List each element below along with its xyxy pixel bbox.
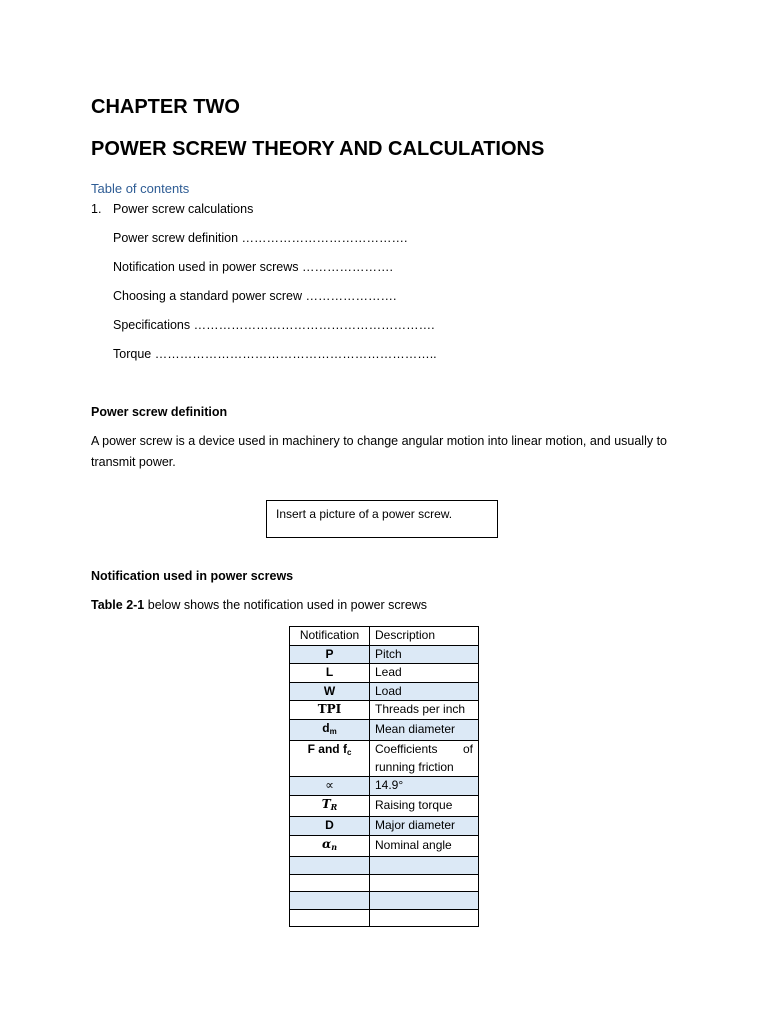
table-cell-description: Threads per inch [370, 701, 479, 720]
toc-item-label: Power screw calculations [113, 202, 254, 216]
table-header-row [290, 627, 479, 646]
section-heading-notification: Notification used in power screws [91, 569, 294, 583]
chapter-title: POWER SCREW THEORY AND CALCULATIONS [91, 138, 545, 160]
table-cell-description: Coefficients of running friction [370, 741, 479, 777]
table-cell-description: Mean diameter [370, 719, 479, 741]
table-row [290, 645, 479, 664]
toc-item-1 [91, 202, 253, 216]
chapter-heading: CHAPTER TWO [91, 96, 240, 118]
table-cell-empty [290, 874, 370, 892]
toc-heading: Table of contents [91, 181, 190, 196]
table-cell-empty [370, 874, 479, 892]
table-row [290, 719, 479, 741]
table-intro-text: below shows the notification used in power screws [144, 598, 428, 612]
notification-table [289, 626, 479, 927]
toc-entry: Torque ………………………………………………………….. [113, 347, 437, 361]
table-cell-description: Pitch [370, 645, 479, 664]
table-intro [91, 595, 691, 616]
table-cell-symbol: TPI [290, 701, 370, 720]
table-cell-description: Load [370, 682, 479, 701]
picture-placeholder-text: Insert a picture of a power screw. [276, 507, 453, 521]
toc-entry: Specifications …………………………………………………. [113, 318, 435, 332]
table-cell-empty [290, 909, 370, 927]
definition-paragraph: A power screw is a device used in machinery to change angular motion into linear motion, and usually to transmit power. [91, 434, 668, 469]
table-row [290, 777, 479, 796]
table-cell-empty [290, 892, 370, 910]
table-cell-symbol: $T_R$ [290, 795, 370, 817]
table-row [290, 741, 479, 777]
table-row-empty [290, 874, 479, 892]
table-cell-description: 14.9° [370, 777, 479, 796]
table-cell-empty [290, 857, 370, 875]
table-header-description: Description [370, 627, 479, 646]
table-cell-symbol: $\alpha_n$ [290, 835, 370, 857]
toc-entry: Choosing a standard power screw …………………. [113, 289, 397, 303]
table-cell-description: Raising torque [370, 795, 479, 817]
table-row-empty [290, 857, 479, 875]
table-cell-symbol: L [290, 664, 370, 683]
table-cell-description: Lead [370, 664, 479, 683]
table-row [290, 701, 479, 720]
table-cell-symbol: $d_m$ [290, 719, 370, 741]
table-header-notification: Notification [290, 627, 370, 646]
table-row [290, 817, 479, 836]
table-cell-symbol: ∝ [290, 777, 370, 796]
table-row [290, 664, 479, 683]
table-row [290, 835, 479, 857]
table-cell-symbol: F and $f_c$ [290, 741, 370, 777]
table-cell-empty [370, 892, 479, 910]
table-cell-symbol: W [290, 682, 370, 701]
table-reference: Table 2-1 [91, 598, 145, 612]
table-cell-symbol: P [290, 645, 370, 664]
table-row-empty [290, 892, 479, 910]
table-cell-empty [370, 909, 479, 927]
toc-entry: Power screw definition …………………………………. [113, 231, 408, 245]
table-cell-empty [370, 857, 479, 875]
table-cell-symbol: D [290, 817, 370, 836]
picture-placeholder-box [266, 500, 498, 538]
table-row-empty [290, 909, 479, 927]
table-row [290, 795, 479, 817]
toc-item-number: 1. [91, 202, 102, 216]
table-cell-description: Major diameter [370, 817, 479, 836]
table-cell-description: Nominal angle [370, 835, 479, 857]
section-heading-definition: Power screw definition [91, 405, 228, 419]
toc-entry: Notification used in power screws …………………. [113, 260, 393, 274]
table-row [290, 682, 479, 701]
